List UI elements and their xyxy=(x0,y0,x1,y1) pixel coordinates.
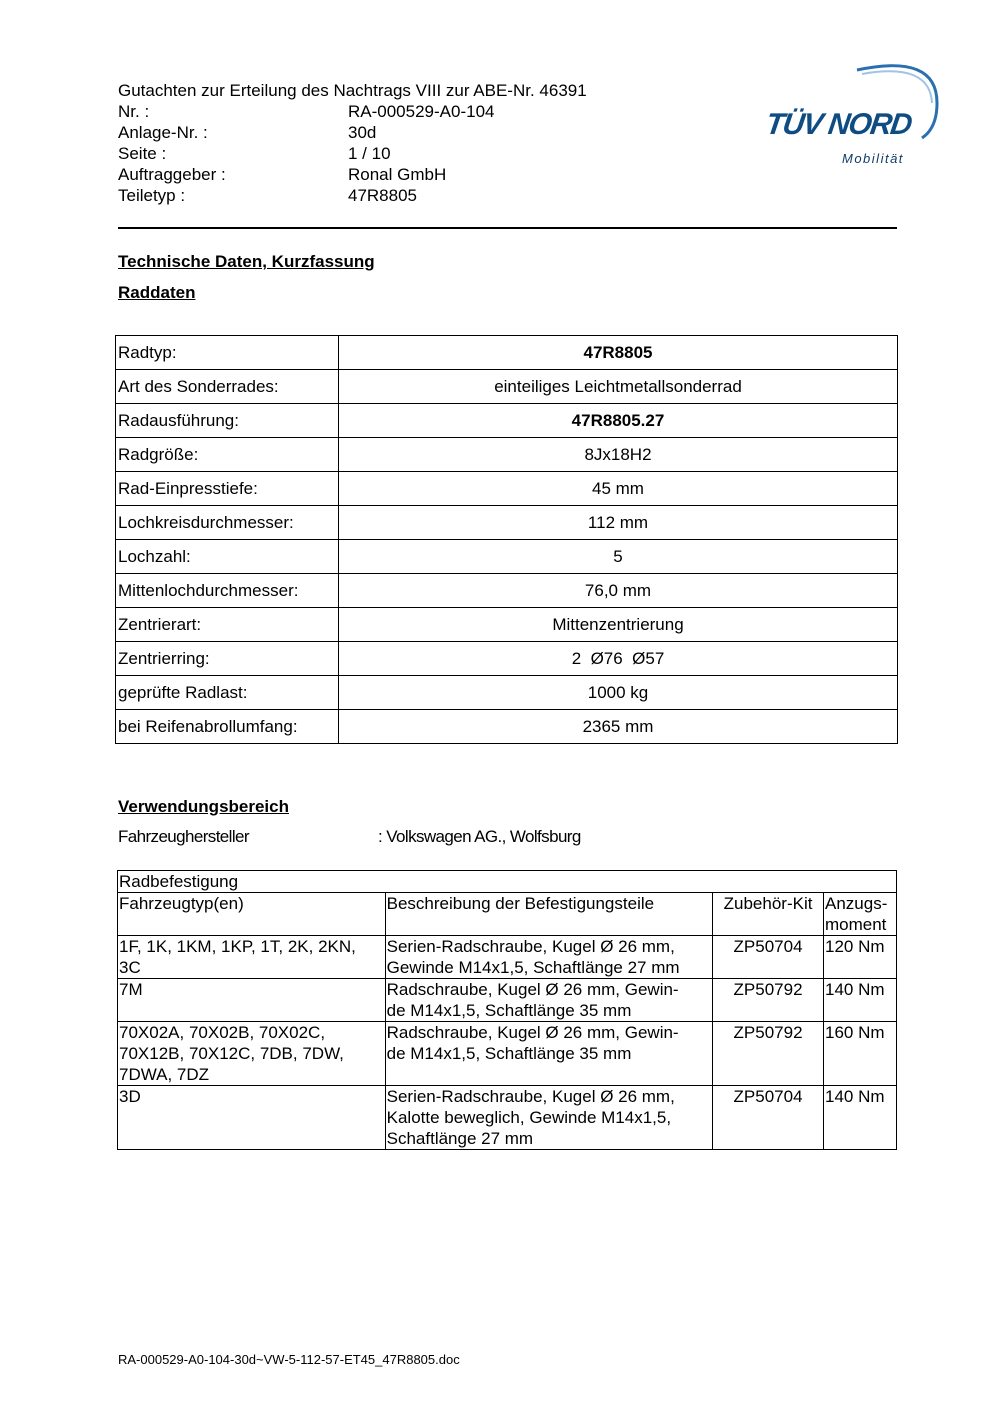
accessory-kit-cell: ZP50792 xyxy=(713,1022,824,1086)
header-field-value: 30d xyxy=(348,123,377,142)
header-field-label: Auftraggeber : xyxy=(118,165,226,184)
vehicle-manufacturer xyxy=(118,827,581,847)
header-field-value: RA-000529-A0-104 xyxy=(348,102,495,121)
header-field-label: Nr. : xyxy=(118,102,150,121)
wheel-data-value: 47R8805 xyxy=(339,336,898,370)
wheel-data-value: 45 mm xyxy=(339,472,898,506)
header-field-value: 47R8805 xyxy=(348,186,418,205)
wheel-data-value: 2365 mm xyxy=(339,710,898,744)
manufacturer-value: : Volkswagen AG., Wolfsburg xyxy=(378,827,581,846)
table-row xyxy=(118,936,897,979)
wheel-data-label: Radtyp: xyxy=(116,336,339,370)
header-field-label: Teiletyp : xyxy=(118,186,186,205)
wheel-data-value: 47R8805.27 xyxy=(339,404,898,438)
table-row xyxy=(116,540,898,574)
header-divider xyxy=(118,227,897,229)
header-field-label: Seite : xyxy=(118,144,167,163)
table-row xyxy=(116,608,898,642)
column-header: Zubehör-Kit xyxy=(713,893,824,936)
column-header: Fahrzeugtyp(en) xyxy=(118,893,386,936)
section-wheel-data-heading: Raddaten xyxy=(118,283,196,302)
table-row xyxy=(116,370,898,404)
header-field-value: 1 / 10 xyxy=(348,144,391,163)
fixing-description-cell: Serien-Radschraube, Kugel Ø 26 mm, Kalotte beweglich, Gewinde M14x1,5, Schaftlänge 27 mm xyxy=(385,1086,712,1150)
table-row xyxy=(116,438,898,472)
section-usage-heading: Verwendungsbereich xyxy=(118,797,289,816)
wheel-data-value: 112 mm xyxy=(339,506,898,540)
table-title-row xyxy=(118,871,897,893)
fixing-table-title: Radbefestigung xyxy=(118,871,897,893)
header-field-label: Anlage-Nr. : xyxy=(118,123,208,142)
table-row xyxy=(116,404,898,438)
fixing-description-cell: Radschraube, Kugel Ø 26 mm, Gewin- de M14x1,5, Schaftlänge 35 mm xyxy=(385,1022,712,1086)
table-row xyxy=(118,1022,897,1086)
header-field-teiletyp xyxy=(118,185,587,206)
table-header-row xyxy=(118,893,897,936)
document-header xyxy=(118,80,587,206)
fixing-description-cell: Radschraube, Kugel Ø 26 mm, Gewin- de M14x1,5, Schaftlänge 35 mm xyxy=(385,979,712,1022)
section-technical-heading: Technische Daten, Kurzfassung xyxy=(118,252,375,271)
tuv-nord-logo xyxy=(762,58,947,178)
header-field-seite xyxy=(118,143,587,164)
table-row xyxy=(116,336,898,370)
accessory-kit-cell: ZP50792 xyxy=(713,979,824,1022)
wheel-data-label: Art des Sonderrades: xyxy=(116,370,339,404)
wheel-data-label: bei Reifenabrollumfang: xyxy=(116,710,339,744)
wheel-data-label: Radausführung: xyxy=(116,404,339,438)
wheel-data-label: Zentrierring: xyxy=(116,642,339,676)
vehicle-types-cell: 7M xyxy=(118,979,386,1022)
table-row xyxy=(116,506,898,540)
vehicle-types-cell: 1F, 1K, 1KM, 1KP, 1T, 2K, 2KN, 3C xyxy=(118,936,386,979)
table-row xyxy=(116,472,898,506)
wheel-data-label: Lochkreisdurchmesser: xyxy=(116,506,339,540)
table-row xyxy=(116,676,898,710)
wheel-data-label: Zentrierart: xyxy=(116,608,339,642)
torque-cell: 120 Nm xyxy=(824,936,897,979)
document-title: Gutachten zur Erteilung des Nachtrags VIII zur ABE-Nr. 46391 xyxy=(118,81,587,100)
vehicle-types-cell: 3D xyxy=(118,1086,386,1150)
accessory-kit-cell: ZP50704 xyxy=(713,1086,824,1150)
manufacturer-label: Fahrzeughersteller xyxy=(118,827,249,846)
wheel-data-label: Rad-Einpresstiefe: xyxy=(116,472,339,506)
table-row xyxy=(118,1086,897,1150)
wheel-data-value: 76,0 mm xyxy=(339,574,898,608)
table-row xyxy=(116,574,898,608)
header-field-anlage xyxy=(118,122,587,143)
torque-cell: 140 Nm xyxy=(824,979,897,1022)
vehicle-types-cell: 70X02A, 70X02B, 70X02C, 70X12B, 70X12C, 7DB, 7DW, 7DWA, 7DZ xyxy=(118,1022,386,1086)
table-row xyxy=(116,642,898,676)
column-header: Beschreibung der Befestigungsteile xyxy=(385,893,712,936)
table-row xyxy=(118,979,897,1022)
wheel-data-table xyxy=(115,335,898,744)
wheel-data-label: geprüfte Radlast: xyxy=(116,676,339,710)
wheel-data-value: 8Jx18H2 xyxy=(339,438,898,472)
wheel-data-value: 1000 kg xyxy=(339,676,898,710)
logo-subtitle: Mobilität xyxy=(842,151,904,166)
wheel-data-value: einteiliges Leichtmetallsonderrad xyxy=(339,370,898,404)
wheel-data-value: 2 Ø76 Ø57 xyxy=(339,642,898,676)
wheel-data-value: Mittenzentrierung xyxy=(339,608,898,642)
header-field-auftraggeber xyxy=(118,164,587,185)
header-field-value: Ronal GmbH xyxy=(348,165,447,184)
wheel-data-label: Radgröße: xyxy=(116,438,339,472)
wheel-data-label: Lochzahl: xyxy=(116,540,339,574)
document-filename-footer: RA-000529-A0-104-30d~VW-5-112-57-ET45_47R8805.doc xyxy=(118,1352,460,1367)
logo-wordmark: TÜV NORD xyxy=(763,108,914,141)
accessory-kit-cell: ZP50704 xyxy=(713,936,824,979)
header-field-nr xyxy=(118,101,587,122)
torque-cell: 160 Nm xyxy=(824,1022,897,1086)
wheel-data-value: 5 xyxy=(339,540,898,574)
wheel-fixing-table xyxy=(117,870,897,1150)
wheel-data-label: Mittenlochdurchmesser: xyxy=(116,574,339,608)
torque-cell: 140 Nm xyxy=(824,1086,897,1150)
column-header: Anzugs- moment xyxy=(824,893,897,936)
table-row xyxy=(116,710,898,744)
fixing-description-cell: Serien-Radschraube, Kugel Ø 26 mm, Gewinde M14x1,5, Schaftlänge 27 mm xyxy=(385,936,712,979)
